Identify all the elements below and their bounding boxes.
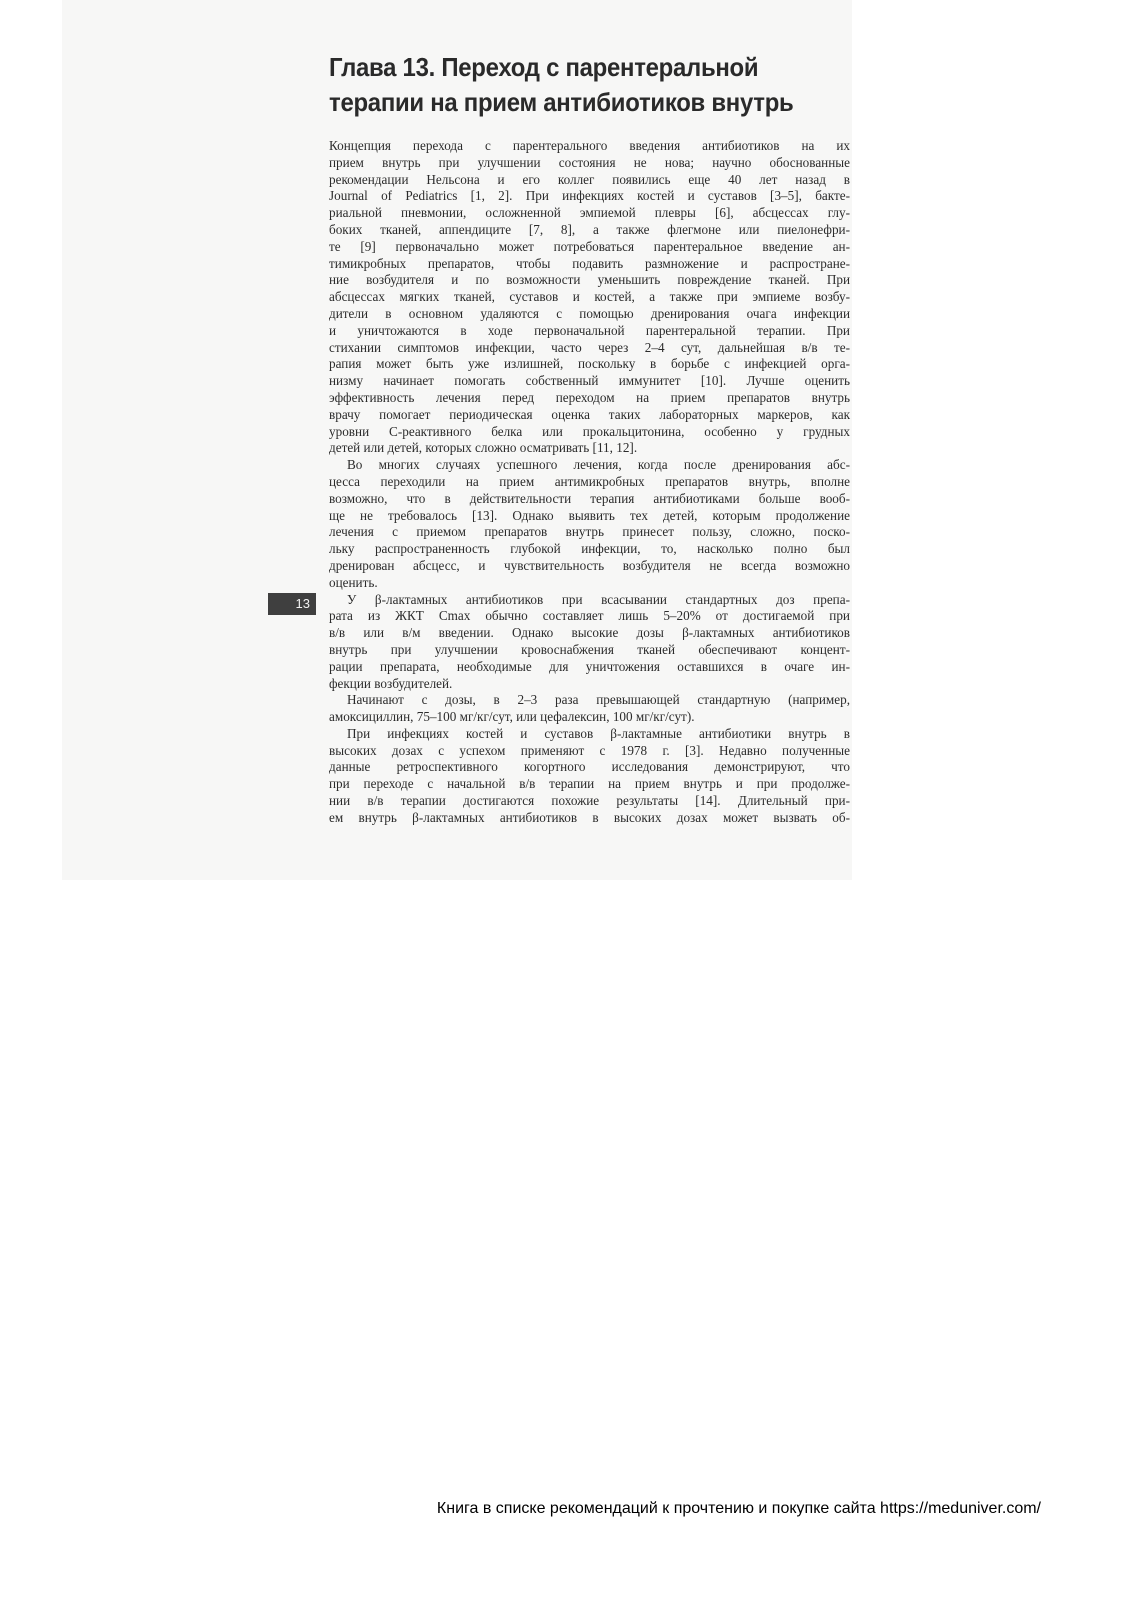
text-line: рата из ЖКТ Cmax обычно составляет лишь 5–20% от достигаемой при: [329, 608, 850, 624]
paragraph-3: [329, 592, 850, 693]
text-line: ние возбудителя и по возможности уменьшить повреждение тканей. При: [329, 272, 850, 288]
footer-note: Книга в списке рекомендаций к прочтению и покупке сайта https://meduniver.com/: [436, 1500, 1041, 1517]
text-line: лечения с приемом препаратов внутрь принесет пользу, сложно, поско-: [329, 524, 850, 540]
paragraph-5: [329, 726, 850, 827]
text-line: рации препарата, необходимые для уничтожения оставшихся в очаге ин-: [329, 658, 850, 674]
text-line: рекомендации Нельсона и его коллег появились еще 40 лет назад в: [329, 171, 850, 187]
text-line: высоких дозах с успехом применяют с 1978 г. [3]. Недавно полученные: [329, 742, 850, 758]
chapter-title-line-2: терапии на прием антибиотиков внутрь: [329, 87, 794, 117]
text-line: нии в/в терапии достигаются похожие результаты [14]. Длительный при-: [329, 793, 850, 809]
paragraph-1: [329, 138, 850, 457]
text-line: прием внутрь при улучшении состояния не нова; научно обоснованные: [329, 154, 850, 170]
text-line: тимикробных препаратов, чтобы подавить размножение и распростране-: [329, 255, 850, 271]
text-line: детей или детей, которых сложно осматривать [11, 12].: [329, 440, 638, 456]
text-line: внутрь при улучшении кровоснабжения тканей обеспечивают концент-: [329, 641, 850, 657]
text-line: врачу помогает периодическая оценка таких лабораторных маркеров, как: [329, 406, 850, 422]
text-line: риальной пневмонии, осложненной эмпиемой плевры [6], абсцессах глу-: [329, 205, 850, 221]
text-line: оценить.: [329, 574, 378, 590]
text-line: эффективность лечения перед переходом на прием препаратов внутрь: [329, 389, 850, 405]
text-line: У β-лактамных антибиотиков при всасывании стандартных доз препа-: [347, 591, 850, 607]
text-line: боких тканей, аппендиците [7, 8], а также флегмоне или пиелонефри-: [329, 221, 850, 237]
text-line: при переходе с начальной в/в терапии на прием внутрь и при продолже-: [329, 776, 850, 792]
text-line: дители в основном удаляются с помощью дренирования очага инфекции: [329, 305, 850, 321]
text-line: Journal of Pediatrics [1, 2]. При инфекциях костей и суставов [3–5], бакте-: [329, 188, 850, 204]
text-line: Концепция перехода с парентерального введения антибиотиков на их: [329, 138, 850, 153]
text-line: возможно, что в действительности терапия антибиотиками больше вооб-: [329, 490, 850, 506]
text-line: ем внутрь β-лактамных антибиотиков в высоких дозах может вызвать об-: [329, 809, 850, 825]
chapter-number-tab: 13: [268, 593, 316, 615]
text-line: данные ретроспективного когортного исследования демонстрируют, что: [329, 759, 850, 775]
chapter-title: [329, 50, 807, 120]
text-line: те [9] первоначально может потребоваться парентеральное введение ан-: [329, 238, 850, 254]
paragraph-4: [329, 692, 850, 726]
text-line: Во многих случаях успешного лечения, когда после дренирования абс-: [347, 457, 850, 473]
text-line: При инфекциях костей и суставов β-лактамные антибиотики внутрь в: [347, 725, 850, 741]
text-line: цесса переходили на прием антимикробных препаратов внутрь, вполне: [329, 473, 850, 489]
text-line: амоксициллин, 75–100 мг/кг/сут, или цефалексин, 100 мг/кг/сут).: [329, 709, 695, 725]
text-line: ще не требовалось [13]. Однако выявить тех детей, которым продолжение: [329, 507, 850, 523]
paragraph-2: [329, 457, 850, 591]
text-line: стихании симптомов инфекции, часто через 2–4 сут, дальнейшая в/в те-: [329, 339, 850, 355]
text-line: рапия может быть уже излишней, поскольку в борьбе с инфекцией орга-: [329, 356, 850, 372]
text-line: дренирован абсцесс, и чувствительность возбудителя не всегда возможно: [329, 557, 850, 573]
chapter-body: [329, 138, 850, 827]
chapter-title-line-1: Глава 13. Переход с парентеральной: [329, 52, 759, 82]
text-line: и уничтожаются в ходе первоначальной парентеральной терапии. При: [329, 322, 850, 338]
text-line: льку распространенность глубокой инфекции, то, насколько полно был: [329, 541, 850, 557]
text-line: низму начинает помогать собственный иммунитет [10]. Лучше оценить: [329, 373, 850, 389]
text-line: абсцессах мягких тканей, суставов и костей, а также при эмпиеме возбу-: [329, 289, 850, 305]
text-line: уровни C-реактивного белка или прокальцитонина, особенно у грудных: [329, 423, 850, 439]
text-line: в/в или в/м введении. Однако высокие дозы β-лактамных антибиотиков: [329, 625, 850, 641]
text-line: фекции возбудителей.: [329, 675, 453, 691]
text-line: Начинают с дозы, в 2–3 раза превышающей стандартную (например,: [347, 692, 850, 708]
